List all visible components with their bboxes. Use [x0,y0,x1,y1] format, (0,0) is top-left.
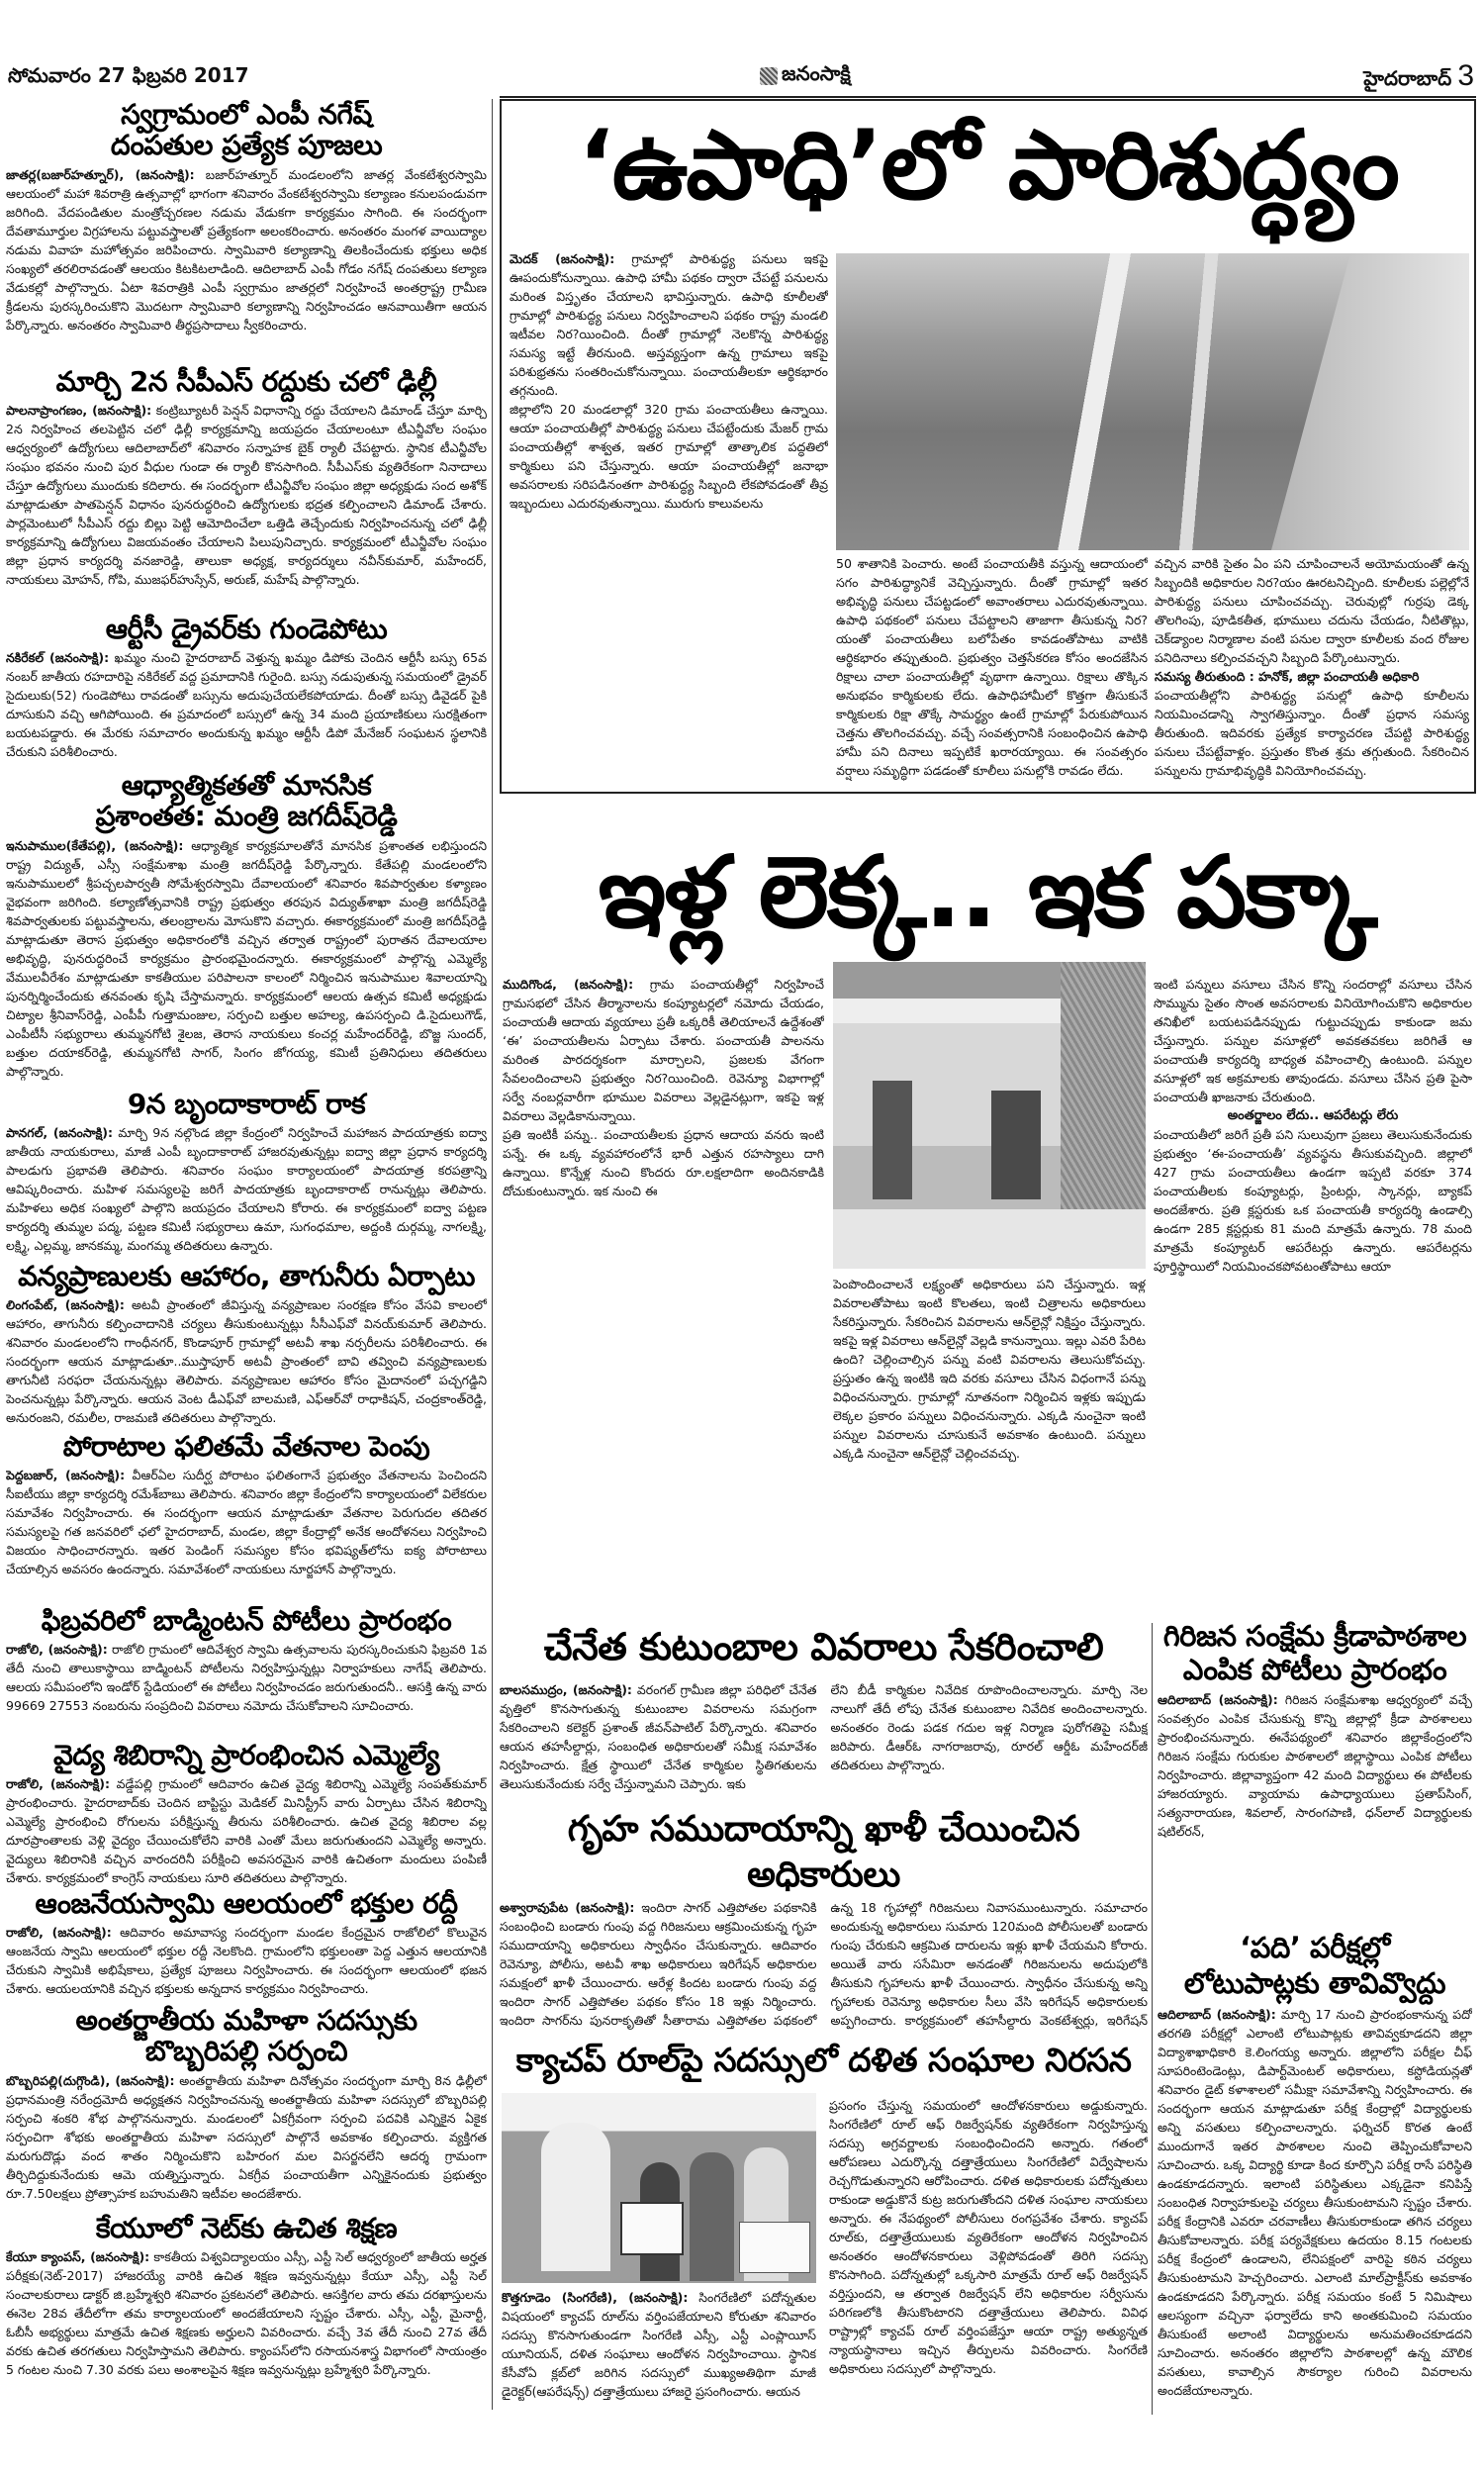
story-body: ఆధ్యాత్మిక కార్యక్రమాలతోనే మానసిక ప్రశాంతత లభిస్తుందని రాష్ట్ర విద్యుత్, ఎస్సీ సంక్షేమశాఖ మంత్రి జగదీష్‌రెడ్డి పేర్కొన్నారు. కేతేపల్లి మండలంలోని ఇనుపాములలో శ్రీపచ్చలపార్వతీ సోమేశ్వరస్వామి దేవాలయంలో శనివారం శివపార్వతుల కళ్యాణం వైభవంగా జరిగింది. కల్యాణోత్సవానికి రాష్ట్ర ప్రభుత్వం తరపున విద్యుత్‌శాఖా మంత్రి జగదీష్‌రెడ్డి శివపార్వతులకు పట్టువస్త్రాలను, తలంబ్రాలను మోసుకొని వచ్చారు. ఈకార్యక్రమంలో మంత్రి జగదీష్‌రెడ్డి మాట్లాడుతూ తెరాస ప్రభుత్వం అధికారంలోకి వచ్చిన తర్వాత రాష్ట్రంలో పురాతన దేవాలయాల అభివృద్ధి, పునరుద్ధరించే కార్యక్రమం ప్రారంభమైందన్నారు. ఈకార్యక్రమంలో పాల్గొన్న ఎమ్మెల్యే వేములవీరేశం మాట్లాడుతూ కాకతీయుల పరిపాలనా కాలంలో నిర్మించిన ఇనుపాముల శివాలయాన్ని పునర్నిర్మించేందుకు తనవంతు కృషి చేస్తామన్నారు. కార్యక్రమంలో ఆలయ ఉత్సవ కమిటీ అధ్యక్షుడు చిట్యాల శ్రీనివాస్‌రెడ్డి, ఎంపీపీ గుత్తామంజుల, సర్పంచి బత్తుల అహల్య, ఉపసర్పంచి డి.సైదులుగౌడ్, ఎంపీటీసీ సభ్యురాలు తుమ్మనగోటి శైలజ, తెరాస నాయకులు కంచర్ల మహేందర్‌రెడ్డి, బొజ్జ సుందర్, బత్తుల దయాకర్‌రెడ్డి, తుమ్మనగోటి సాగర్, సింగం జోగయ్య, కమిటీ ప్రతినిధులు తదితరులు పాల్గొన్నారు. [6,837,487,1079]
news-story [6,1089,487,1259]
story-dateline: జాతర్ల(బజార్‌హత్నూర్), (జనంసాక్షి): [6,166,195,182]
catchup-text-col2 [829,2096,1148,2413]
story-body: బజార్‌హత్నూర్ మండలంలోని జాతర్ల వేంకటేశ్వరస్వామి ఆలయంలో మహా శివరాత్రి ఉత్సవాల్లో భాగంగా శనివారం వేంకటేశ్వరస్వామి కల్యాణం కనులపండువగా జరిగింది. వేదపండితుల మంత్రోచ్చరణల నడుమ వేడుకగా కార్యక్రమం సాగింది. ఈ సందర్భంగా దేవతామూర్తుల విగ్రహాలను పట్టువస్త్రాలతో ప్రత్యేకంగా అలంకరించారు. అనంతరం మంగళ వాయిద్యాల నడుమ వివాహ మహోత్సవం జరిపించారు. స్వామివారి కల్యాణాన్ని తిలకించేందుకు భక్తులు అధిక సంఖ్యలో తరలిరావడంతో ఆలయం కిటకిటలాడింది. ఆదిలాబాద్ ఎంపీ గోడం నగేష్ దంపతులు కల్యాణ వేడుకల్లో పాల్గొన్నారు. ఏటా శివరాత్రికి ఎంపీ స్వగ్రామం జాతర్లలో నిర్వహించే అంతర్రాష్ట్ర గ్రామీణ క్రీడలను పురస్కరించుకొని మొదటగా స్వామివారి కల్యాణాన్ని నిర్వహించడం ఆనవాయితీగా ఆయన పేర్కొన్నారు. అనంతరం స్వామివారి తీర్థప్రసాదాలు స్వీకరించారు. [6,166,487,333]
feature-text-col3 [1155,554,1469,787]
house-door [873,1081,912,1199]
story-body: మార్చి 17 నుంచి ప్రారంభంకానున్న పదో తరగతి పరీక్షల్లో ఎలాంటి లోటుపాట్లకు తావివ్వకూడదని జిల్లా విద్యాశాఖాధికారి కె.లింగయ్య అన్నారు. జిల్లాలోని పరీక్షల చీఫ్ సూపరింటెండెంట్లు, డిపార్ట్‌మెంటల్ అధికారులు, కస్టోడియన్లతో శనివారం డైట్ కళాశాలలో సమీక్షా సమావేశాన్ని నిర్వహించారు. ఈ సందర్భంగా ఆయన మాట్లాడుతూ పరీక్ష కేంద్రాల్లో విద్యార్థులకు అన్ని వసతులు కల్పించాలన్నారు. ఫర్నిచర్ కొరత ఉంటే ముందుగానే ఇతర పాఠశాలల నుంచి తెప్పించుకోవాలని సూచించారు. ఒక్క విద్యార్థి కూడా కింద కూర్చొని పరీక్ష రాసే పరిస్థితి ఉండకూడదన్నారు. ఇలాంటి పరిస్థితులు ఎక్కడైనా కనిపిస్తే సంబంధిత నిర్వాహకులపై చర్యలు తీసుకుంటామని స్పష్టం చేశారు. పరీక్ష కేంద్రానికి ఎవరూ చరవాణీలు తీసుకురాకుండా తగిన చర్యలు తీసుకోవాలన్నారు. పరీక్ష పర్యవేక్షకులు ఉదయం 8.15 గంటలకు పరీక్ష కేంద్రంలో ఉండాలని, లేనిపక్షంలో వారిపై కఠిన చర్యలు తీసుకుంటామని హెచ్చరించారు. ఎలాంటి మాల్‌ప్రాక్టీస్‌కు అవకాశం ఉండకూడదని పేర్కొన్నారు. పరీక్ష సమయం కంటే 5 నిమిషాలు ఆలస్యంగా వచ్చినా ఫర్వాలేదు కాని అంతకుమించి సమయం తీసుకుంటే అలాంటి విద్యార్థులను అనుమతించకూడదని సూచించారు. అనంతరం జిల్లాలోని పాఠశాలల్లో ఉన్న మౌలిక వసతులు, కావాల్సిన సౌకర్యాల గురించి వివరాలను అందజేయాలన్నారు. [1158,2007,1472,2398]
logo-emblem-icon [760,67,778,85]
illu-text-col1 [503,975,824,1603]
feature-paragraph: 50 శాతానికి పెంచారు. అంటే పంచాయతీకి వస్తున్న ఆదాయంలో సగం పారిశుద్ధ్యానికే వెచ్చిస్తున్నారు. దీంతో గ్రామాల్లో ఇతర అభివృద్ధి పనులు చేపట్టడంలో అవాంతరాలు ఎదురవుతున్నాయి. ఉపాధి పథకంలో పనులు చేపట్టాలని తాజాగా తీసుకున్న నిర?యంతో పంచాయతీలు బలోపేతం కావడంతోపాటు వాటికి ఆర్థికభారం తప్పుతుంది. ప్రభుత్వం చెత్తసేకరణ కోసం అందజేసిన రిక్షాలు చాలా పంచాయతీల్లో వృథాగా ఉన్నాయి. రిక్షాలు తొక్కిన అనుభవం కార్మికులకు లేదు. ఉపాధిహామీలో కొత్తగా తీసుకునే కార్మికులకు రిక్షా తొక్కే సామర్థ్యం ఉంటే గ్రామాల్లో పేరుకుపోయిన చెత్తను తొలగించవచ్చు. వచ్చే సంవత్సరానికి సంబంధించిన ఉపాధి హామీ పని దినాలు ఇప్పటికే ఖరారయ్యాయి. ఈ సంవత్సరం వర్షాలు సమృద్ధిగా పడడంతో కూలీలు పనుల్లోకి రావడం లేదు. [836,556,1148,778]
story-headline: మార్చి 2న సీపీఎస్ రద్దుకు చలో ఢిల్లీ [55,366,437,398]
illu-headline: ఇళ్ల లెక్క.. ఇక పక్కా [598,834,1376,950]
story-body: లేని బీడీ కార్మికుల నివేదిక రూపొందించాలన్నారు. మార్చి నెల నాలుగో తేదీ లోపు చేనేత కుటుంబాల నివేదిక అందించాలన్నారు. అనంతరం రెండు పడక గదుల ఇళ్ల నిర్మాణ పురోగతిపై సమీక్ష జరిపారు. డీఆర్‌ఓ నాగరాజరావు, రూరల్ ఆర్డీఓ మహేందర్‌జీ తదితరులు పాల్గొన్నారు. [830,1682,1148,1772]
newspaper-logo [760,61,851,90]
placard [620,2202,684,2255]
illu-paragraph: పంచాయతీలో జరిగే ప్రతీ పని సులువుగా ప్రజలు తెలుసుకునేందుకు ప్రభుత్వం ‘ఈ-పంచాయతీ’ వ్యవస్థను తీసుకువచ్చింది. జిల్లాలో 427 గ్రామ పంచాయతీలు ఉండగా ఇప్పటి వరకూ 374 పంచాయతీలకు కంప్యూటర్లు, ప్రింటర్లు, స్కానర్లు, బ్యాకప్ అందజేశారు. ప్రతి క్లస్టరుకు ఒక పంచాయతీ కార్యదర్శి ఉండాల్సి ఉండగా 285 క్లస్టర్లుకు 81 మంది మాత్రమే ఉన్నారు. 78 మంది మాత్రమే కంప్యూటర్ ఆపరేటర్లు ఉన్నారు. ఆపరేటర్లను పూర్తిస్థాయిలో నియమించకపోవటంతోపాటు ఆయా [1154,1127,1472,1274]
news-story [6,2005,487,2211]
story-dateline: కేయూ క్యాంపస్, (జనంసాక్షి): [6,2249,150,2265]
feature-paragraph: వచ్చిన వారికి సైతం ఏం పని చూపించాలనే అయోమయంతో ఉన్న సిబ్బందికి అధికారుల నిర?యం ఊరటనిచ్చింది. కూలీలకు పల్లెల్లోనే పారిశుద్ధ్య పనులు చూపించవచ్చు. చెరువుల్లో గుర్రపు డెక్క తొలగింపు, పూడికతీత, భూములు చదును చేయడం, నీటితొట్లు, చెక్‌డ్యాంల నిర్మాణాల వంటి పనుల ద్వారా కూలీలకు వంద రోజుల పనిదినాలు కల్పించవచ్చని సిబ్బంది పేర్కొంటున్నారు. [1155,556,1469,665]
rubble-roadside-photo [836,253,1469,550]
story-headline: గిరిజన సంక్షేమ క్రీడాపాఠశాల ఎంపిక పోటీలు ప్రారంభం [1162,1619,1467,1686]
placard [739,2222,810,2273]
story-body: ఖమ్మం నుంచి హైదరాబాద్ వెళ్తున్న ఖమ్మం డిపోకు చెందిన ఆర్టీసీ బస్సు 65వ నంబర్ జాతీయ రహదారిపై నకిరేకల్ వద్ద ప్రమాదానికి గురైంది. బస్సు నడుపుతున్న సమయంలో డ్రైవర్ సైదులుకు(52) గుండెపోటు రావడంతో బస్సును అదుపుచేయలేకపోయాడు. దీంతో బస్సు డివైడర్ పైకి దూసుకుని వచ్చి ఆగిపోయింది. ఈ ప్రమాదంలో బస్సులో ఉన్న 34 మంది ప్రయాణికులు సురక్షితంగా బయటపడ్డారు. ఈ మేరకు సమాచారం అందుకున్న ఖమ్మం ఆర్టీసీ డిపో మేనేజర్ సంఘటన స్థలానికి చేరుకుని పరిశీలించారు. [6,650,487,760]
feature-text-col2 [836,554,1148,787]
story-headline: వన్యప్రాణులకు ఆహారం, తాగునీరు ఏర్పాటు [18,1261,475,1292]
story-dateline: రాజోలి, (జనంసాక్షి): [6,1642,108,1658]
story-body: కాకతీయ విశ్వవిద్యాలయం ఎస్సీ, ఎస్టీ సెల్ ఆధ్వర్యంలో జాతీయ అర్హత పరీక్షకు(నెట్-2017) హాజరయ్యే వారికి ఉచిత శిక్షణ ఇవ్వనున్నట్లు కేయూ ఎస్సీ, ఎస్టీ సెల్ సంచాలకురాలు డాక్టర్ జి.బ్రహ్మేశ్వరి శనివారం ప్రకటనలో తెలిపారు. ఆసక్తిగల వారు తమ దరఖాస్తులను ఈనెల 28వ తేదీలోగా తమ కార్యాలయంలో అందజేయాలని స్పష్టం చేశారు. ఎస్సీ, ఎస్టీ, మైనార్టీ, ఓబీసీ అభ్యర్థులు మాత్రమే ఉచిత శిక్షణకు అర్హులని వివరించారు. వచ్చే 3వ తేదీ నుంచి 27వ తేదీ వరకు ఉచిత తరగతులు నిర్వహిస్తామని తెలిపారు. క్యాంపస్‌లోని రసాయనశాస్త్ర విభాగంలో సాయంత్రం 5 గంటల నుంచి 7.30 వరకు పలు అంశాలపైన శిక్షణ ఇవ్వనున్నట్లు బ్రహ్మేశ్వరి పేర్కొన్నారు. [6,2249,487,2378]
story-body: ఇందిరా సాగర్ ఎత్తిపోతల పథకానికి సంబంధించి బండారు గుంపు వద్ద గిరిజనులు ఆక్రమించుకున్న గృహ సముదాయాన్ని అధికారులు స్వాధీనం చేసుకున్నారు. ఆదివారం రెవెన్యూ, పోలీసు, అటవీ శాఖ అధికారులు ఇరిగేషన్ అధికారుల సమక్షంలో ఖాళీ చేయించారు. ఆరేళ్ల కిందట బండారు గుంపు వద్ద ఇందిరా సాగర్ ఎత్తిపోతల పథకం కోసం 18 ఇళ్లు నిర్మించారు. ఇందిరా సాగర్‌ను పునరాకృతితో సీతారామ ఎత్తిపోతల పథకంలో [500,1900,817,2028]
story-body: ఉన్న 18 గృహాల్లో గిరిజనులు నివాసముంటున్నారు. సమాచారం అందుకున్న అధికారులు సుమారు 120మంది పోలీసులతో బండారు గుంపు చేరుకుని ఆక్రమిత దారులను ఇళ్లు ఖాళీ చేయమని కోరారు. అయితే వారు ససేమిరా అనడంతో గిరిజనులను అదుపులోకి తీసుకుని గృహాలను ఖాళీ చేయించారు. స్వాధీనం చేసుకున్న అన్ని గృహాలకు రెవెన్యూ అధికారుల సీలు వేసి ఇరిగేషన్ అధికారులకు అప్పగించారు. కార్యక్రమంలో తహసీల్దారు వెంకటేశ్వర్లు, ఇరిగేషన్ [830,1900,1148,2028]
news-story-padi [1158,1930,1472,2415]
story-dateline: రాజోలి, (జనంసాక్షి): [6,1776,111,1792]
story-dateline: పాలనాప్రాంగణం, (జనంసాక్షి): [6,403,152,419]
road-shape [1271,253,1469,550]
person-figure [690,2152,734,2281]
story-headline: పోరాటాల ఫలితమే వేతనాల పెంపు [62,1431,430,1463]
news-story [6,366,487,610]
story-body: మార్చి 9న నల్గొండ జిల్లా కేంద్రంలో నిర్వహించే మహాజన పాదయాత్రకు ఐద్వా జాతీయ నాయకురాలు, మాజీ ఎంపీ బృందాకారాట్ హాజరవుతున్నట్లు ఐద్వా జిల్లా ప్రధాన కార్యదర్శి పాలడుగు ప్రభావతి తెలిపారు. శనివారం సంఘం కార్యాలయంలో పాదయాత్ర కరపత్రాన్ని ఆవిష్కరించారు. మహిళ సమస్యలపై జరిగే పాదయాత్రకు బృందాకారాట్ రానున్నట్లు తెలిపారు. మహిళలు అధిక సంఖ్యలో పాల్గొని జయప్రదం చేయాలని కోరారు. ఈ కార్యక్రమంలో ఐద్వా పట్టణ కార్యదర్శి తుమ్మల పద్మ, పట్టణ కమిటీ సభ్యురాలు ఉమా, సుగంధమాల, అద్దంకి దుర్గమ్మ, నాగలక్ష్మి, లక్ష్మి, ఎల్లమ్మ, జానకమ్మ, మంగమ్మ తదితరులు ఉన్నారు. [6,1125,487,1254]
story-body: వడ్డేపల్లి గ్రామంలో ఆదివారం ఉచిత వైద్య శిబిరాన్ని ఎమ్మెల్యే సంపత్‌కుమార్ ప్రారంభించారు. హైదరాబాద్‌కు చెందిన బాప్టిస్టు మెడికల్ మినిస్ట్రీస్ వారు ఏర్పాటు చేసిన శిబిరాన్ని ఎమ్మెల్యే ప్రారంభించి రోగులను పరీక్షిస్తున్న తీరును పరిశీలించారు. ఉచిత వైద్య శిబిరాల వల్ల దూరప్రాంతాలకు వెళ్లి వైద్యం చేయించుకోలేని వారికి ఎంతో మేలు జరుగుతుందని ఎమ్మెల్యే అన్నారు. వైద్యులు శిబిరానికి వచ్చిన వారందరినీ పరీక్షించి అవసరమైన వారికి ఉచితంగా మందులు పంపిణీ చేశారు. కార్యక్రమంలో కాంగ్రెస్ నాయకులు సూరి తదితరులు పాల్గొన్నారు. [6,1776,487,1886]
feature-text-col1 [510,249,828,784]
story-headline: వైద్య శిబిరాన్ని ప్రారంభించిన ఎమ్మెల్యే [53,1740,439,1771]
news-story [6,1740,487,1888]
ground [833,1209,1146,1269]
story-dateline: బాలసముద్రం, (జనంసాక్షి): [500,1682,632,1697]
catchup-text-col1 [502,2288,816,2412]
page-info [1363,59,1474,95]
story-headline: ఆర్టీసీ డ్రైవర్‌కు గుండెపోటు [105,614,388,645]
news-story-girijana [1158,1619,1472,1926]
story-body: ఆదివారం అమావాస్య సందర్భంగా మండల కేంద్రమైన రాజోలిలో కొలువైన ఆంజనేయ స్వామి ఆలయంలో భక్తుల రద్దీ నెలకొంది. గ్రామంలోని భక్తులంతా పెద్ద ఎత్తున ఆలయానికి చేరుకుని స్వామికి అభిషేకాలు, ప్రత్యేక పూజలు నిర్వహించారు. ఈ సందర్భంగా ఆలయంలో భజన చేశారు. ఆయలయానికి వచ్చిన భక్తులకు అన్నదాన కార్యక్రమం నిర్వహించారు. [6,1925,487,1997]
story-dateline: ఆదిలాబాద్ (జనంసాక్షి): [1158,1692,1278,1707]
story-dateline: లింగంపేట్, (జనంసాక్షి): [6,1297,125,1313]
feature-box-upadhi [500,99,1476,794]
story-headline: ఆధ్యాత్మికతతో మానసిక ప్రశాంతత: మంత్రి జగదీష్‌రెడ్డి [95,770,398,833]
story-dateline: ఆదిలాబాద్ (జనంసాక్షి): [1158,2007,1276,2022]
protest-meeting-photo [502,2093,816,2283]
illu-paragraph: ప్రతి ఇంటికీ పన్ను.. పంచాయతీలకు ప్రధాన ఆదాయ వనరు ఇంటి పన్నే. ఈ ఒక్క వ్యవహారంలోనే భారీ ఎత్తున రహస్యాలు దాగి ఉన్నాయి. కొన్నేళ్ల నుంచి కొందరు రూ.లక్షలాదిగా అందినకాడికి దోచుకుంటున్నారు. ఇక నుంచి ఈ [503,1127,824,1198]
news-story [6,1431,487,1605]
story-body: కంట్రిబ్యూటరీ పెన్షన్ విధానాన్ని రద్దు చేయాలని డిమాండ్ చేస్తూ మార్చి 2న నిర్వహించ తలపెట్టిన చలో ఢిల్లీ కార్యక్రమాన్ని జయప్రదం చేయాలంటూ టీఎన్జీవోల సంఘం ఆధ్వర్యంలో ఉద్యోగులు ఆదిలాబాద్‌లో శనివారం సన్నాహక బైక్ ర్యాలీ చేపట్టారు. స్థానిక టీఎన్జీవోల సంఘం భవనం నుంచి పుర వీధుల గుండా ఈ ర్యాలీ కొనసాగింది. సీపీఎస్‌కు వ్యతిరేకంగా నినాదాలు చేస్తూ ఉద్యోగులు ముందుకు కదిలారు. ఈ సందర్భంగా టీఎన్జీవోల సంఘం జిల్లా అధ్యక్షుడు సంద అశోక్ మాట్లాడుతూ పాతపెన్షన్ విధానం పునరుద్ధరించి ఉద్యోగులకు భద్రత కల్పించాలని డిమాండ్ చేశారు. పార్లమెంటులో సీపీఎస్ రద్దు బిల్లు పెట్టి ఆమోదించేలా ఒత్తిడి తెచ్చేందుకు నిర్వహించనున్న చలో ఢిల్లీ కార్యక్రమాన్ని ఉద్యోగులు విజయవంతం చేయాలని పిలుపునిచ్చారు. కార్యక్రమంలో టీఎన్జీవోల సంఘం జిల్లా ప్రధాన కార్యదర్శి వనజారెడ్డి, తాలుకా అధ్యక్ష, కార్యదర్శులు నవీన్‌కుమార్, మహేందర్, నాయకులు మోహన్, గోపి, ముజఫర్‌హుస్సేన్, అరుణ్, మహేష్ పాల్గొన్నారు. [6,403,487,588]
edition-city: హైదరాబాద్ [1363,66,1452,90]
news-story [6,770,487,1087]
story-body: గిరిజన సంక్షేమశాఖ ఆధ్వర్యంలో వచ్చే సంవత్సరం ఎంపిక చేసుకున్న కొన్ని జిల్లాల్లో క్రీడా పాఠశాలలు ప్రారంభించనున్నారు. ఈనేపథ్యంలో శనివారం జిల్లాకేంద్రంలోని గిరిజన సంక్షేమ గురుకుల పాఠశాలలో జిల్లాస్థాయి ఎంపిక పోటీలు నిర్వహించారు. జిల్లావ్యాప్తంగా 42 మంది విద్యార్థులు ఈ పోటీలకు హాజరయ్యారు. వ్యాయామ ఉపాధ్యాయులు ప్రతాప్‌సింగ్, సత్యనారాయణ, శివలాల్, సారంగపాణి, ధన్‌లాల్ విద్యార్థులకు షటిల్‌రన్, [1158,1692,1472,1839]
feature-paragraph: జిల్లాలోని 20 మండలాల్లో 320 గ్రామ పంచాయతీలు ఉన్నాయి. ఆయా పంచాయతీల్లో పారిశుద్ధ్య పనులు చేపట్టేందుకు మేజర్ గ్రామ పంచాయతీల్లో శాశ్వత, ఇతర గ్రామాల్లో తాత్కాలిక పద్ధతిలో కార్మికులు పని చేస్తున్నారు. ఆయా పంచాయతీల్లో జనాభా అవసరాలకు సరిపడినంతగా పారిశుద్ధ్య సిబ్బంది లేకపోవడంతో తీవ్ర ఇబ్బందులు ఎదురవుతున్నాయి. మురుగు కాలువలను [510,402,828,511]
illu-text-col2 [833,1275,1146,1603]
story-headline: చేనేత కుటుంబాల వివరాలు సేకరించాలి [543,1625,1104,1668]
house-photo [833,962,1146,1269]
page-number: 3 [1457,59,1474,92]
illu-paragraph: గ్రామ పంచాయతీల్లో నిర్వహించే గ్రామసభలో చేసిన తీర్మానాలను కంప్యూటర్లలో నమోదు చేయడం, పంచాయతీ ఆదాయ వ్యయాలు ప్రతీ ఒక్కరికీ తెలియాలనే ఉద్దేశంతో ‘ఈ’ పంచాయతీలను ఏర్పాటు చేశారు. పంచాయతీ పాలనను మరింత పారదర్శకంగా మార్చాలని, ప్రజలకు వేగంగా సేవలందించాలని ప్రభుత్వం నిర?యించింది. రెవెన్యూ విభాగాల్లో సర్వే నంబర్లవారీగా భూముల వివరాలు వెల్లడైనట్లుగా, ఇకపై ఇళ్ల వివరాలు వెల్లడికానున్నాయి. [503,977,824,1123]
story-body: వీఆర్ఏల సుదీర్ఘ పోరాటం ఫలితంగానే ప్రభుత్వం వేతనాలను పెంచిందని సీఐటీయు జిల్లా కార్యదర్శి రమేశ్‌బాబు తెలిపారు. శనివారం జిల్లా కేంద్రంలోని కార్యాలయంలో విలేకరుల సమావేశం నిర్వహించారు. ఈ సందర్భంగా ఆయన మాట్లాడుతూ వేతనాల పెరుగుదల తదితర సమస్యలపై గత జనవరిలో ఛలో హైదరాబాద్, మండల, జిల్లా కేంద్రాల్లో అనేక ఆందోళనలు నిర్వహించి విజయం సాధించారన్నారు. ఇతర పెండింగ్ సమస్యల కోసం భవిష్యత్‌లోను ఐక్య పోరాటాలు చేయాల్సిన అవసరం ఉందన్నారు. సమావేశంలో నాయకులు నూర్జహాన్ పాల్గొన్నారు. [6,1468,487,1577]
illu-dateline: ముదిగొండ, (జనంసాక్షి): [503,977,634,992]
illu-text-col3 [1154,975,1472,1603]
story-dateline: రాజోలి, (జనంసాక్షి): [6,1925,112,1941]
column-divider [1152,1623,1153,2415]
story-dateline: బొబ్బరిపల్లి(దుగ్గొండి), (జనంసాక్షి): [6,2072,175,2088]
story-dateline: పానగల్, (జనంసాక్షి): [6,1125,114,1141]
house-door [991,1091,1041,1199]
story-headline: ఆంజనేయస్వామి ఆలయంలో భక్తుల రద్దీ [35,1888,458,1920]
story-body: వరంగల్ గ్రామీణ జిల్లా పరిధిలో చేనేత వృత్తిలో కొనసాగుతున్న కుటుంబాల వివరాలను సమగ్రంగా సేకరించాలని కలెక్టర్ ప్రశాంత్ జీవన్‌పాటిల్ పేర్కొన్నారు. శనివారం ఆయన తహసీల్దార్లు, సంబంధిత అధికారులతో సమీక్ష సమావేశం నిర్వహించారు. క్షేత్ర స్థాయిలో చేనేత కార్మికుల స్థితిగతులను తెలుసుకునేందుకు సర్వే చేస్తున్నామని చెప్పారు. ఇకు [500,1682,817,1791]
story-dateline: కొత్తగూడెం (సింగరేణి), (జనంసాక్షి): [502,2290,689,2305]
news-story [6,1888,487,2005]
logo-text: జనంసాక్షి [782,61,851,85]
illu-paragraph: ఇంటి పన్నులు వసూలు చేసిన కొన్ని సందరాల్లో వసూలు చేసిన సొమ్మును సైతం సొంత అవసరాలకు వినియోగించుకొని అధికారుల తనిఖీలో బయటపడినప్పుడు గుట్టుచప్పుడు కాకుండా జమ చేస్తున్నారు. పన్నుల వసూళ్లలో అవకతవకలు జరిగితే ఆ పంచాయతీ కార్యదర్శి బాధ్యత వహించాల్సి ఉంటుంది. పన్నుల వసూళ్లలో ఇక అక్రమాలకు తావుండదు. వసూలు చేసిన ప్రతి పైసా పంచాయతీ ఖాజనాకు చేరుతుంది. [1154,977,1472,1104]
feature-paragraph: పంచాయతీల్లోని పారిశుద్ధ్య పనుల్లో ఉపాధి కూలీలను నియమించడాన్ని స్వాగతిస్తున్నాం. దీంతో ప్రధాన సమస్య తీరుతుంది. ఇదివరకు ప్రత్యేక కార్యాచరణ చేపట్టి పారిశుద్ధ్య పనులు చేపట్టేవాళ్లం. ప్రస్తుతం కొంత శ్రమ తగ్గుతుంది. సేకరించిన పన్నులను గ్రామాభివృద్ధికి వినియోగించవచ్చు. [1155,688,1469,778]
story-headline: అంతర్జాతీయ మహిళా సదస్సుకు బొబ్బరిపల్లి సర్పంచి [75,2005,417,2068]
catchup-headline: క్యాచప్ రూల్‌పై సదస్సులో దళిత సంఘాల నిరసన [515,2041,1132,2079]
issue-date: సోమవారం 27 ఫిబ్రవరి 2017 [8,63,249,87]
story-dateline: నకిరేకల్ (జనంసాక్షి): [6,650,110,666]
news-story [6,1261,487,1429]
story-body: ప్రసంగం చేస్తున్న సమయంలో ఆందోళనకారులు అడ్డుకున్నారు. సింగరేణిలో రూల్ ఆఫ్ రిజర్వేషన్‌కు వ్యతిరేకంగా నిర్వహిస్తున్న సదస్సు అగ్రవర్ణాలకు సంబంధించిందని అన్నారు. గతంలో ఆరోపణలు ఎదుర్కొన్న దత్తాత్రేయులు సింగరేణిలో విద్వేషాలను రెచ్చగొడుతున్నారని ఆరోపించారు. దళిత అధికారులకు పదోన్నతులు రాకుండా అడ్డుకొనే కుట్ర జరుగుతోందని దళిత సంఘాల నాయకులు అన్నారు. ఈ నేపథ్యంలో పోలీసులు రంగప్రవేశం చేశారు. క్యాచప్ రూల్‌కు, దత్తాత్రేయులుకు వ్యతిరేకంగా ఆందోళన నిర్వహించిన అనంతరం ఆందోళనకారులు వెళ్లిపోవడంతో తిరిగి సదస్సు కొనసాగింది. పదోన్నతుల్లో ఒక్కసారి మాత్రమే రూల్ ఆఫ్ రిజర్వేషన్ వర్తిస్తుందని, ఆ తర్వాత రిజర్వేషన్ లేని అధికారుల సర్వీసును పరిగణలోకి తీసుకొంటారని దత్తాత్రేయులు తెలిపారు. వివిధ రాష్ట్రాల్లో క్యాచప్ రూల్ వర్తింపజేస్తూ ఆయా రాష్ట్ర అత్యున్నత న్యాయస్థానాలు ఇచ్చిన తీర్పులను వివరించారు. సింగరేణి అధికారులు సదస్సులో పాల్గొన్నారు. [829,2098,1148,2376]
story-headline: 9న బృందాకారాట్ రాక [127,1089,366,1120]
news-story-chenetha [500,1619,1148,1797]
story-headline: ఫిబ్రవరిలో బాడ్మింటన్ పోటీలు ప్రారంభం [41,1605,452,1637]
feature-paragraph: గ్రామాల్లో పారిశుద్ధ్య పనులు ఇకపై ఊపందుకోనున్నాయి. ఉపాధి హామీ పథకం ద్వారా చేపట్టే పనులను మరింత విస్తృతం చేయాలని భావిస్తున్నారు. ఉపాధి కూలీలతో గ్రామాల్లో పారిశుద్ధ్య పనులు నిర్వహించాలని పథకం రాష్ట్ర మండలి ఇటీవల నిర?యించింది. దీంతో గ్రామాల్లో నెలకొన్న పారిశుద్ధ్య సమస్య ఇట్టే తీరనుంది. అస్తవ్యస్తంగా ఉన్న గ్రామాలు ఇకపై పరిశుభ్రతను సంతరించుకోనున్నాయి. పంచాయతీలకూ ఆర్థికభారం తగ్గనుంది. [510,251,828,398]
illu-subhead: అంతర్జాలం లేదు.. ఆపరేటర్లు లేరు [1227,1108,1399,1123]
story-body: రాజోలి గ్రామంలో ఆదివేశ్వర స్వామి ఉత్సవాలను పురస్కరించుకుని ఫిబ్రవరి 1వ తేదీ నుంచి తాలుకాస్థాయి బాడ్మింటన్ పోటీలను నిర్వహిస్తున్నట్లు నిర్వాహకులు నాగేష్ తెలిపారు. ఆలయ సమీపంలోని ఇండోర్ స్టేడియంలో ఈ పోటీలు నిర్వహించడం జరుగుతుందనీ.. ఆసక్తి ఉన్న వారు 99669 27553 నంబరును సంప్రదించి వివరాలు నమోదు చేసుకోవాలని సూచించారు. [6,1642,487,1714]
story-body: అటవీ ప్రాంతంలో జీవిస్తున్న వన్యప్రాణుల సంరక్షణ కోసం వేసవి కాలంలో ఆహారం, తాగునీరు కల్పించాదానికి చర్యలు తీసుకుంటున్నట్లు సీసీఎఫ్‌వో వినయ్‌కుమార్ తెలిపారు. శనివారం మండలంలోని గాంధీనగర్, కొండాపూర్ గ్రామాల్లో అటవీ శాఖ నర్సరీలను పరిశీలించారు. ఈ సందర్భంగా ఆయన మాట్లాడుతూ..ముస్తాపూర్ అటవీ ప్రాంతంలో బావి తవ్వించి వన్యప్రాణులకు తాగునీటి సరఫరా చేయనున్నట్లు తెలిపారు. వన్యప్రాణుల ఆహారం కోసం మైదానంలో పచ్చగడ్డిని పెంచనున్నట్లు పేర్కొన్నారు. ఆయన వెంట డీఎఫ్‌వో బాలమణి, ఎఫ్ఆర్‌వో రాధాకిషన్, చంద్రకాంత్‌రెడ్డి, అనురంజని, రమలీల, రాజమణి తదితరులు పాల్గొన్నారు. [6,1297,487,1426]
story-headline: ‘పది’ పరీక్షల్లో లోటుపాట్లకు తావివ్వొద్దు [1183,1931,1446,2000]
feature-dateline: మెదక్ (జనంసాక్షి): [510,251,615,266]
story-headline: కేయూలో నెట్‌కు ఉచిత శిక్షణ [95,2213,398,2244]
story-headline: గృహ సముదాయాన్ని ఖాళీ చేయించిన అధికారులు [567,1809,1080,1895]
news-story [6,99,487,364]
story-body: అంతర్జాతీయ మహిళా దినోత్సవం సందర్భంగా మార్చి 8న ఢిల్లీలో ప్రధానమంత్రి నరేంద్రమోదీ అధ్యక్షతన నిర్వహించనున్న అంతర్జాతీయ మహిళా సదస్సులో బొబ్బరిపల్లి సర్పంచి శంకరి శోభ పాల్గొననున్నారు. మండలంలో ఏకగ్రీవంగా సర్పంచి పదవికి ఎన్నికైన ఏకైక సర్పంచిగా శోభకు అంతర్జాతీయ మహిళా సదస్సులో పాల్గొనే అవకాశం కల్పించారు. వ్యక్తిగత మరుగుదొడ్లు వంద శాతం నిర్మించుకొని బహిరంగ మల విసర్జనలేని ఆదర్శ గ్రామంగా తీర్చిదిద్దుకునేందుకు ఆమె యత్నిస్తున్నారు. ఏకగ్రీవ పంచాయతీగా ఎన్నికైనందుకు ప్రభుత్వం రూ.7.50లక్షలు ప్రోత్సాహక బహుమతిని ఇటీవల అందజేశారు. [6,2072,487,2201]
news-story [6,1605,487,1740]
masthead-rule [500,96,1476,98]
story-dateline: ఇనుపాముల(కేతేపల్లి), (జనంసాక్షి): [6,837,184,853]
illu-paragraph: పెంపొందించాలనే లక్ష్యంతో అధికారులు పని చేస్తున్నారు. ఇళ్ల వివరాలతోపాటు ఇంటి కొలతలు, ఇంటి చిత్రాలను అధికారులు సేకరిస్తున్నారు. సేకరించిన వివరాలను ఆన్‌లైన్లో నిక్షిప్తం చేస్తున్నారు. ఇకపై ఇళ్ల వివరాలు ఆన్‌లైన్లో వెల్లడి కానున్నాయి. ఇల్లు ఎవరి పేరిట ఉంది? చెల్లించాల్సిన పన్ను వంటి వివరాలను తెలుసుకోవచ్చు. ప్రస్తుతం ఉన్న ఇంటికి ఇది వరకు వసూలు చేసిన విధంగానే పన్ను విధించనున్నారు. గ్రామాల్లో నూతనంగా నిర్మించిన ఇళ్లకు ఇప్పుడు లెక్కల ప్రకారం పన్నులు విధించనున్నారు. ఎక్కడి నుంచైనా ఇంటి పన్నుల వివరాలను చూసుకునే అవకాశం ఉంటుంది. పన్నులు ఎక్కడి నుంచైనా ఆన్‌లైన్లో చెల్లించవచ్చు. [833,1277,1146,1461]
news-story-gruha [500,1807,1148,2033]
story-dateline: అశ్వారావుపేట (జనంసాక్షి): [500,1900,635,1915]
feature-subhead: సమస్య తీరుతుంది : హనోక్, జిల్లా పంచాయతీ అధికారి [1155,669,1420,684]
news-story [6,614,487,768]
story-dateline: పెద్దబజార్, (జనంసాక్షి): [6,1468,126,1483]
story-body: సింగరేణిలో పదోన్నతుల విషయంలో క్యాచప్ రూల్‌ను వర్తింపజేయాలని కోరుతూ శనివారం సదస్సు కొనసాగుతుండగా సింగరేణి ఎస్సీ, ఎస్టీ ఎంప్లాయీస్ యూనియన్, దళిత సంఘాలు ఆందోళన నిర్వహించాయి. స్థానిక కేసీవోఏ క్లబ్‌లో జరిగిన సదస్సులో ముఖ్యఅతిథిగా మాజీ డైరెక్టర్(ఆపరేషన్స్) దత్తాత్రేయులు హాజరై ప్రసంగించారు. ఆయన [502,2290,816,2399]
speaker-figure [541,2123,610,2271]
story-headline: స్వగ్రామంలో ఎంపీ నగేష్ దంపతుల ప్రత్యేక పూజలు [110,99,383,162]
news-story [6,2213,487,2407]
feature-headline: ‘ఉపాధి’లో పారిశుద్ధ్యం [578,110,1398,221]
column-divider [492,99,493,2410]
